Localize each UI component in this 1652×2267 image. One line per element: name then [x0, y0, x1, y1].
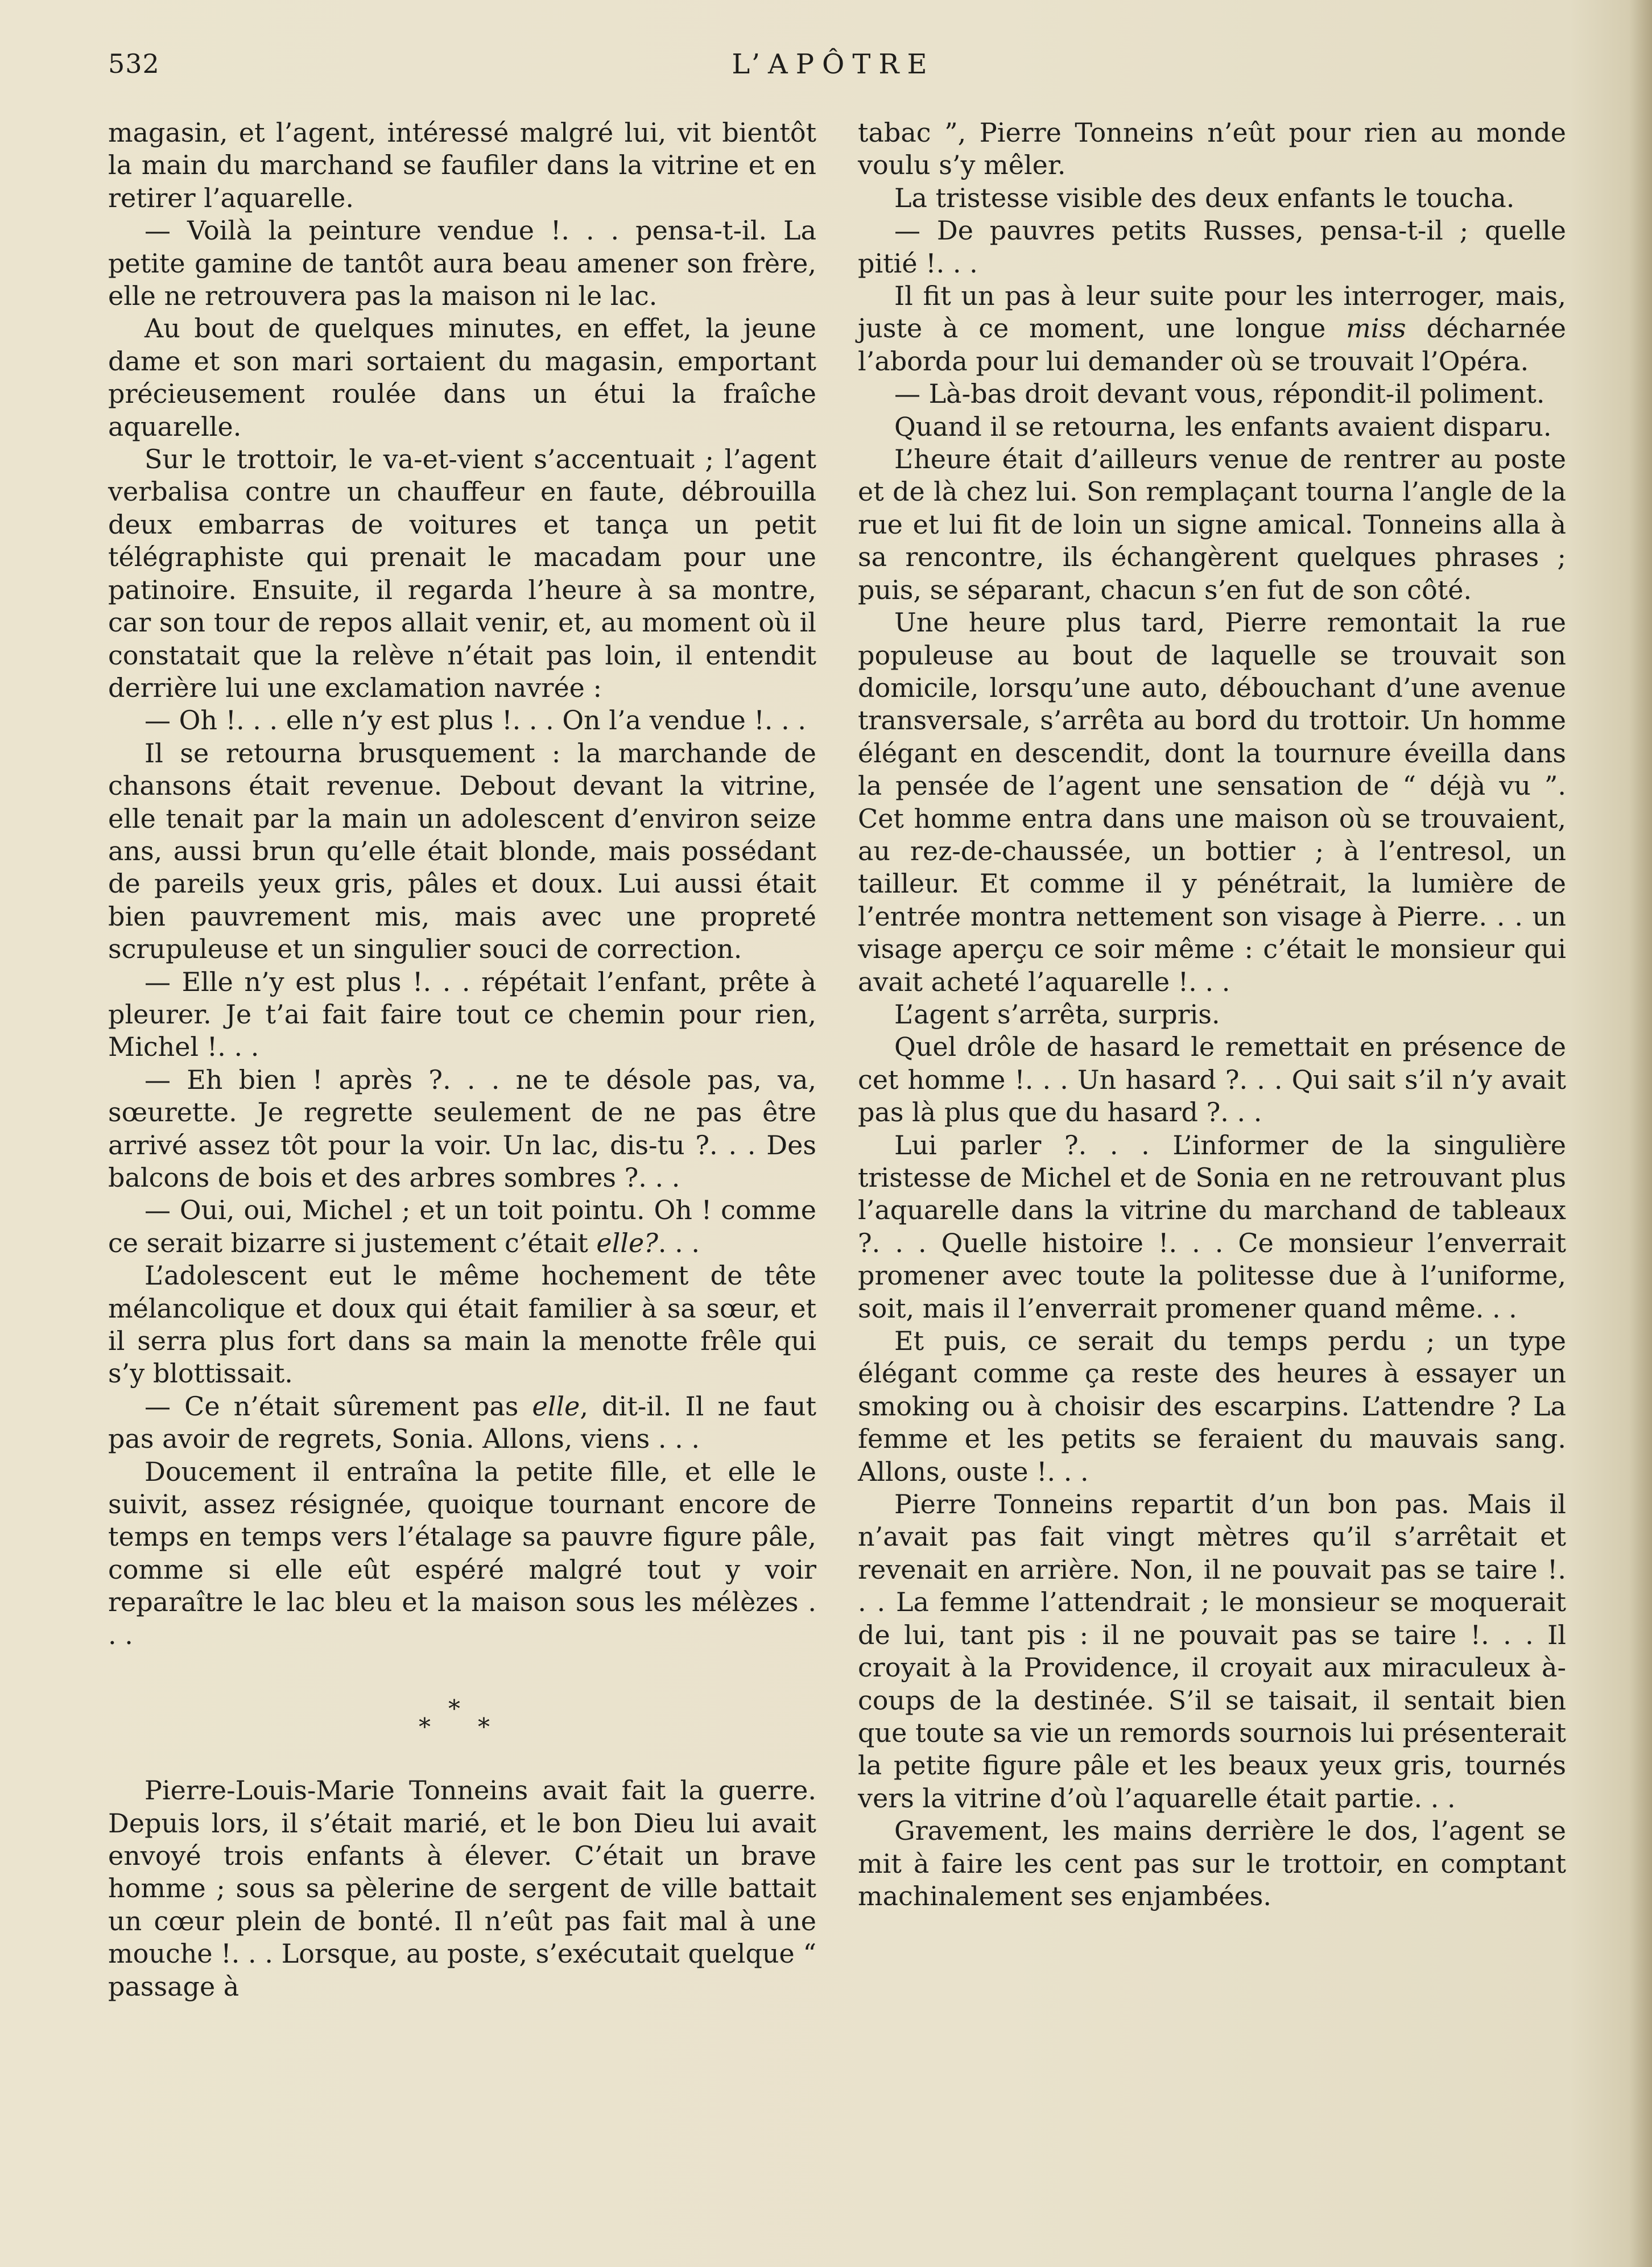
paragraph: Quel drôle de hasard le remettait en présence de cet homme !. . . Un hasard ?. . . Qui sait s’il n’y avait pas là plus que du hasard ?. . .: [858, 1031, 1566, 1128]
running-title: L’APÔTRE: [732, 48, 935, 80]
separator-star: *: [448, 1695, 460, 1723]
text-run: , dit-il. Il ne faut pas avoir de regrets, Sonia. Allons, viens . . .: [108, 1390, 816, 1455]
paragraph: Pierre-Louis-Marie Tonneins avait fait la guerre. Depuis lors, il s’était marié, et le bon Dieu lui avait envoyé trois enfants à élever. C’était un brave homme ; sous sa pèlerine de sergent de ville battait un cœur plein de bonté. Il n’eût pas fait mal à une mouche !. . . Lorsque, au poste, s’exécutait quelque “ passage à: [108, 1775, 816, 2002]
paragraph: Au bout de quelques minutes, en effet, la jeune dame et son mari sortaient du magasin, emportant précieusement roulée dans un étui la fraîche aquarelle.: [108, 313, 816, 442]
paragraph: Pierre Tonneins repartit d’un bon pas. Mais il n’avait pas fait vingt mètres qu’il s’arrêtait et revenait en arrière. Non, il ne pouvait pas se taire !. . . La femme l’attendrait ; le monsieur se moquerait de lui, tant pis : il ne pouvait pas se taire !. . . Il croyait à la Providence, il croyait aux miraculeux à-coups de la destinée. S’il se taisait, il sentait bien que toute sa vie un remords sournois lui présenterait la petite figure pâle et les beaux yeux gris, tournés vers la vitrine d’où l’aquarelle était partie. . .: [858, 1489, 1566, 1814]
paragraph: tabac ”, Pierre Tonneins n’eût pour rien au monde voulu s’y mêler.: [858, 117, 1566, 181]
italic-text: elle: [532, 1390, 580, 1422]
separator-star: *: [419, 1713, 431, 1741]
separator-star: *: [478, 1713, 490, 1741]
paragraph: [108, 1194, 816, 1260]
paragraph: [858, 280, 1566, 378]
paragraph: — De pauvres petits Russes, pensa-t-il ; quelle pitié !. . .: [858, 215, 1566, 279]
paragraph: Quand il se retourna, les enfants avaient disparu.: [894, 411, 1552, 442]
paragraph: — Eh bien ! après ?. . . ne te désole pas, va, sœurette. Je regrette seulement de ne pas être arrivé assez tôt pour la voir. Un lac, dis-tu ?. . . Des balcons de bois et des arbres sombres ?. . .: [108, 1064, 816, 1193]
left-column: [108, 117, 816, 2003]
paragraph: — Oh !. . . elle n’y est plus !. . . On l’a vendue !. . .: [144, 705, 807, 736]
paragraph: La tristesse visible des deux enfants le toucha.: [894, 182, 1515, 213]
page-number: 532: [108, 48, 160, 79]
paragraph: Et puis, ce serait du temps perdu ; un type élégant comme ça reste des heures à essayer un smoking ou à choisir des escarpins. L’attendre ? La femme et les petits se feraient du mauvais sang. Allons, ouste !. . .: [858, 1325, 1566, 1487]
paragraph: L’agent s’arrêta, surpris.: [894, 998, 1220, 1030]
paragraph: Il se retourna brusquement : la marchande de chansons était revenue. Debout devant la vitrine, elle tenait par la main un adolescent d’environ seize ans, aussi brun qu’elle était blonde, mais possédant de pareils yeux gris, pâles et doux. Lui aussi était bien pauvrement mis, mais avec une propreté scrupuleuse et un singulier souci de correction.: [108, 737, 816, 965]
paragraph: Lui parler ?. . . L’informer de la singulière tristesse de Michel et de Sonia en ne retrouvant plus l’aquarelle dans la vitrine du marchand de tableaux ?. . . Quelle histoire !. . . Ce monsieur l’enverrait promener avec toute la politesse due à l’uniforme, soit, mais il l’enverrait promener quand même. . .: [858, 1129, 1566, 1324]
right-column: [858, 117, 1566, 1913]
paragraph: Sur le trottoir, le va-et-vient s’accentuait ; l’agent verbalisa contre un chauffeur en faute, débrouilla deux embarras de voitures et tança un petit télégraphiste qui prenait le macadam pour une patinoire. Ensuite, il regarda l’heure à sa montre, car son tour de repos allait venir, et, au moment où il constatait que la relève n’était pas loin, il entendit derrière lui une exclamation navrée :: [108, 444, 816, 703]
paragraph: Gravement, les mains derrière le dos, l’agent se mit à faire les cent pas sur le trottoir, en comptant machinalement ses enjambées.: [858, 1815, 1566, 1911]
paragraph: — Voilà la peinture vendue !. . . pensa-t-il. La petite gamine de tantôt aura beau amener son frère, elle ne retrouvera pas la maison ni le lac.: [108, 215, 816, 312]
italic-text: miss: [1346, 313, 1406, 344]
text-run: . . .: [658, 1227, 700, 1258]
paragraph: L’heure était d’ailleurs venue de rentrer au poste et de là chez lui. Son remplaçant tourna l’angle de la rue et lui fit de loin un signe amical. Tonneins alla à sa rencontre, ils échangèrent quelques phrases ; puis, se séparant, chacun s’en fut de son côté.: [858, 444, 1566, 605]
text-run: — Oui, oui, Michel ; et un toit pointu. Oh ! comme ce serait bizarre si justement c’était: [108, 1195, 816, 1258]
paragraph: Une heure plus tard, Pierre remontait la rue populeuse au bout de laquelle se trouvait son domicile, lorsqu’une auto, débouchant d’une avenue transversale, s’arrêta au bord du trottoir. Un homme élégant en descendit, dont la tournure éveilla dans la pensée de l’agent une sensation de “ déjà vu ”. Cet homme entra dans une maison où se trouvaient, au rez-de-chaussée, un bottier ; à l’entresol, un tailleur. Et comme il y pénétrait, la lumière de l’entrée montra nettement son visage à Pierre. . . un visage aperçu ce soir même : c’était le monsieur qui avait acheté l’aquarelle !. . .: [858, 607, 1566, 997]
page-header: [108, 48, 1559, 88]
paragraph: — Elle n’y est plus !. . . répétait l’enfant, prête à pleurer. Je t’ai fait faire tout ce chemin pour rien, Michel !. . .: [108, 966, 816, 1063]
italic-text: elle?: [596, 1227, 658, 1258]
section-separator: [108, 1697, 816, 1742]
paragraph: L’adolescent eut le même hochement de tête mélancolique et doux qui était familier à sa sœur, et il serra plus fort dans sa main la menotte frêle qui s’y blottissait.: [108, 1260, 816, 1389]
page-edge-shadow: [1629, 0, 1652, 2267]
paragraph: Doucement il entraîna la petite fille, et elle le suivit, assez résignée, quoique tournant encore de temps en temps vers l’étalage sa pauvre figure pâle, comme si elle eût espéré malgré tout y voir reparaître le lac bleu et la maison sous les mélèzes . . .: [108, 1456, 816, 1650]
text-run: Il fit un pas à leur suite pour les interroger, mais, juste à ce moment, une longue: [858, 280, 1566, 344]
text-run: décharnée l’aborda pour lui demander où se trouvait l’Opéra.: [858, 313, 1566, 377]
paragraph: magasin, et l’agent, intéressé malgré lui, vit bientôt la main du marchand se faufiler dans la vitrine et en retirer l’aquarelle.: [108, 117, 816, 213]
text-run: — Ce n’était sûrement pas: [144, 1390, 532, 1422]
paragraph: — Là-bas droit devant vous, répondit-il poliment.: [894, 378, 1545, 410]
paragraph: [108, 1390, 816, 1456]
